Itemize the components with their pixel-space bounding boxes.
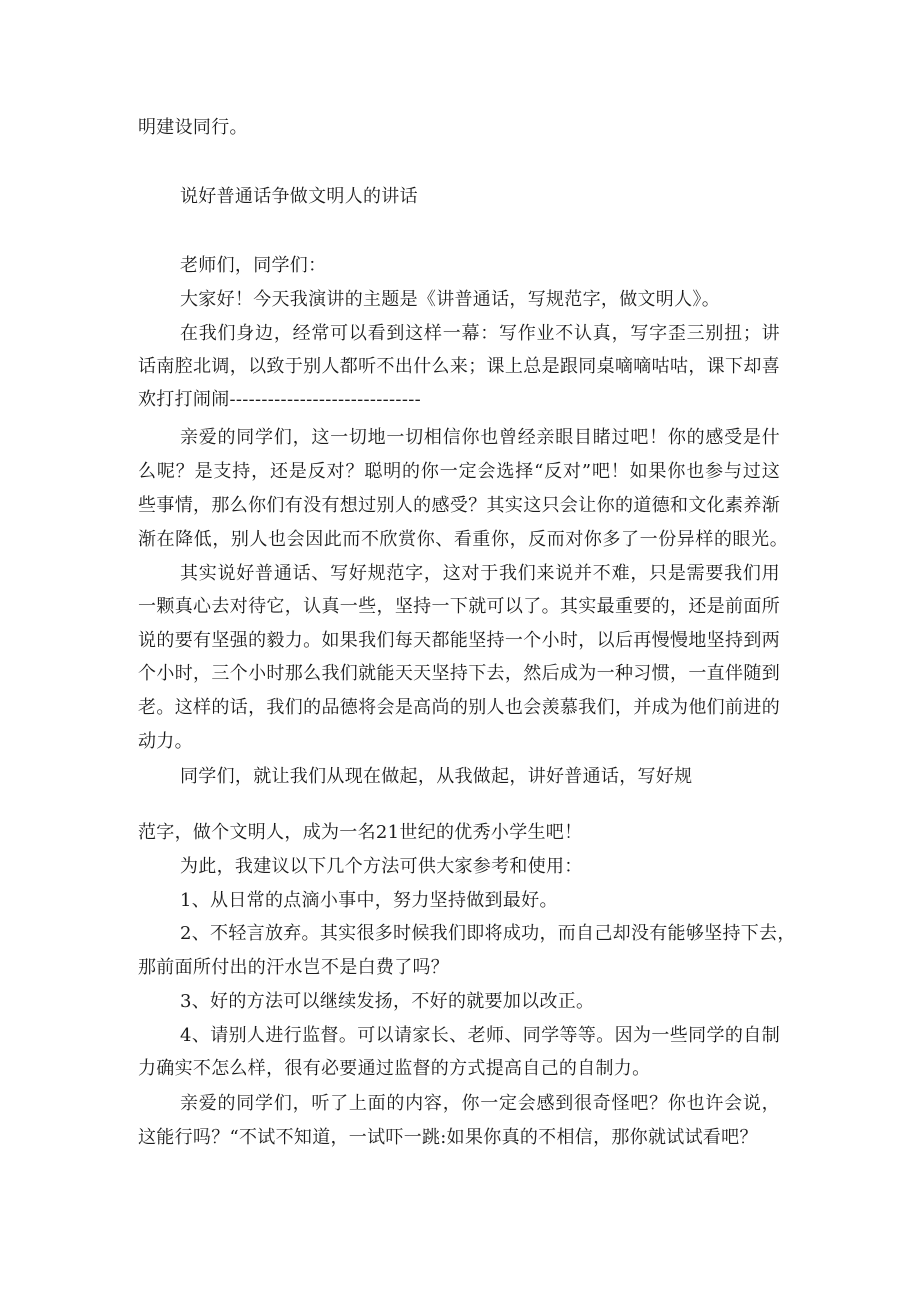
paragraph-line: 老。这样的话，我们的品德将会是高尚的别人也会羡慕我们，并成为他们前进的 (138, 697, 780, 718)
paragraph-line: 动力。 (138, 731, 193, 752)
paragraph-line: 其实说好普通话、写好规范字，这对于我们来说并不难，只是需要我们用 (180, 563, 780, 584)
paragraph-line: 话南腔北调，以致于别人都听不出什么来；课上总是跟同桌嘀嘀咕咕，课下却喜 (138, 356, 780, 377)
paragraph-greeting: 大家好！今天我演讲的主题是《讲普通话，写规范字，做文明人》。 (180, 289, 720, 310)
salutation: 老师们，同学们： (180, 255, 327, 276)
previous-text-tail: 明建设同行。 (138, 117, 248, 138)
paragraph-line: 同学们，就让我们从现在做起，从我做起，讲好普通话，写好规 (180, 766, 693, 787)
list-item: 1、从日常的点滴小事中，努力坚持做到最好。 (180, 890, 558, 911)
paragraph-intro: 为此，我建议以下几个方法可供大家参考和使用： (180, 856, 583, 877)
speech-title: 说好普通话争做文明人的讲话 (180, 186, 418, 207)
paragraph-line: 么呢？是支持，还是反对？聪明的你一定会选择“反对”吧！如果你也参与过这 (138, 461, 780, 482)
paragraph-line: 个小时，三个小时那么我们就能天天坚持下去，然后成为一种习惯，一直伴随到 (138, 663, 780, 684)
paragraph-line: 些事情，那么你们有没有想过别人的感受？其实这只会让你的道德和文化素养渐 (138, 495, 780, 516)
paragraph-line: 渐在降低，别人也会因此而不欣赏你、看重你，反而对你多了一份异样的眼光。 (138, 529, 788, 550)
list-item: 3、好的方法可以继续发扬，不好的就要加以改正。 (180, 991, 595, 1012)
paragraph-line: 欢打打闹闹------------------------------ (138, 389, 421, 410)
paragraph-line: 在我们身边，经常可以看到这样一幕：写作业不认真，写字歪三别扭；讲 (180, 323, 780, 344)
paragraph-line: 亲爱的同学们，听了上面的内容，你一定会感到很奇怪吧？你也许会说， (180, 1093, 780, 1114)
paragraph-line: 范字，做个文明人，成为一名21世纪的优秀小学生吧！ (138, 822, 583, 843)
paragraph-line: 一颗真心去对待它，认真一些，坚持一下就可以了。其实最重要的，还是前面所 (138, 596, 780, 617)
list-item: 4、请别人进行监督。可以请家长、老师、同学等等。因为一些同学的自制 (180, 1025, 780, 1046)
paragraph-line: 亲爱的同学们，这一切地一切相信你也曾经亲眼目睹过吧！你的感受是什 (180, 427, 780, 448)
list-item-continuation: 力确实不怎么样，很有必要通过监督的方式提高自己的自制力。 (138, 1058, 651, 1079)
list-item-continuation: 那前面所付出的汗水岂不是白费了吗？ (138, 957, 450, 978)
list-item: 2、不轻言放弃。其实很多时候我们即将成功，而自己却没有能够坚持下去， (180, 923, 796, 944)
paragraph-line: 这能行吗？“不试不知道，一试吓一跳:如果你真的不相信，那你就试试看吧？ (138, 1127, 758, 1148)
paragraph-line: 说的要有坚强的毅力。如果我们每天都能坚持一个小时，以后再慢慢地坚持到两 (138, 630, 780, 651)
